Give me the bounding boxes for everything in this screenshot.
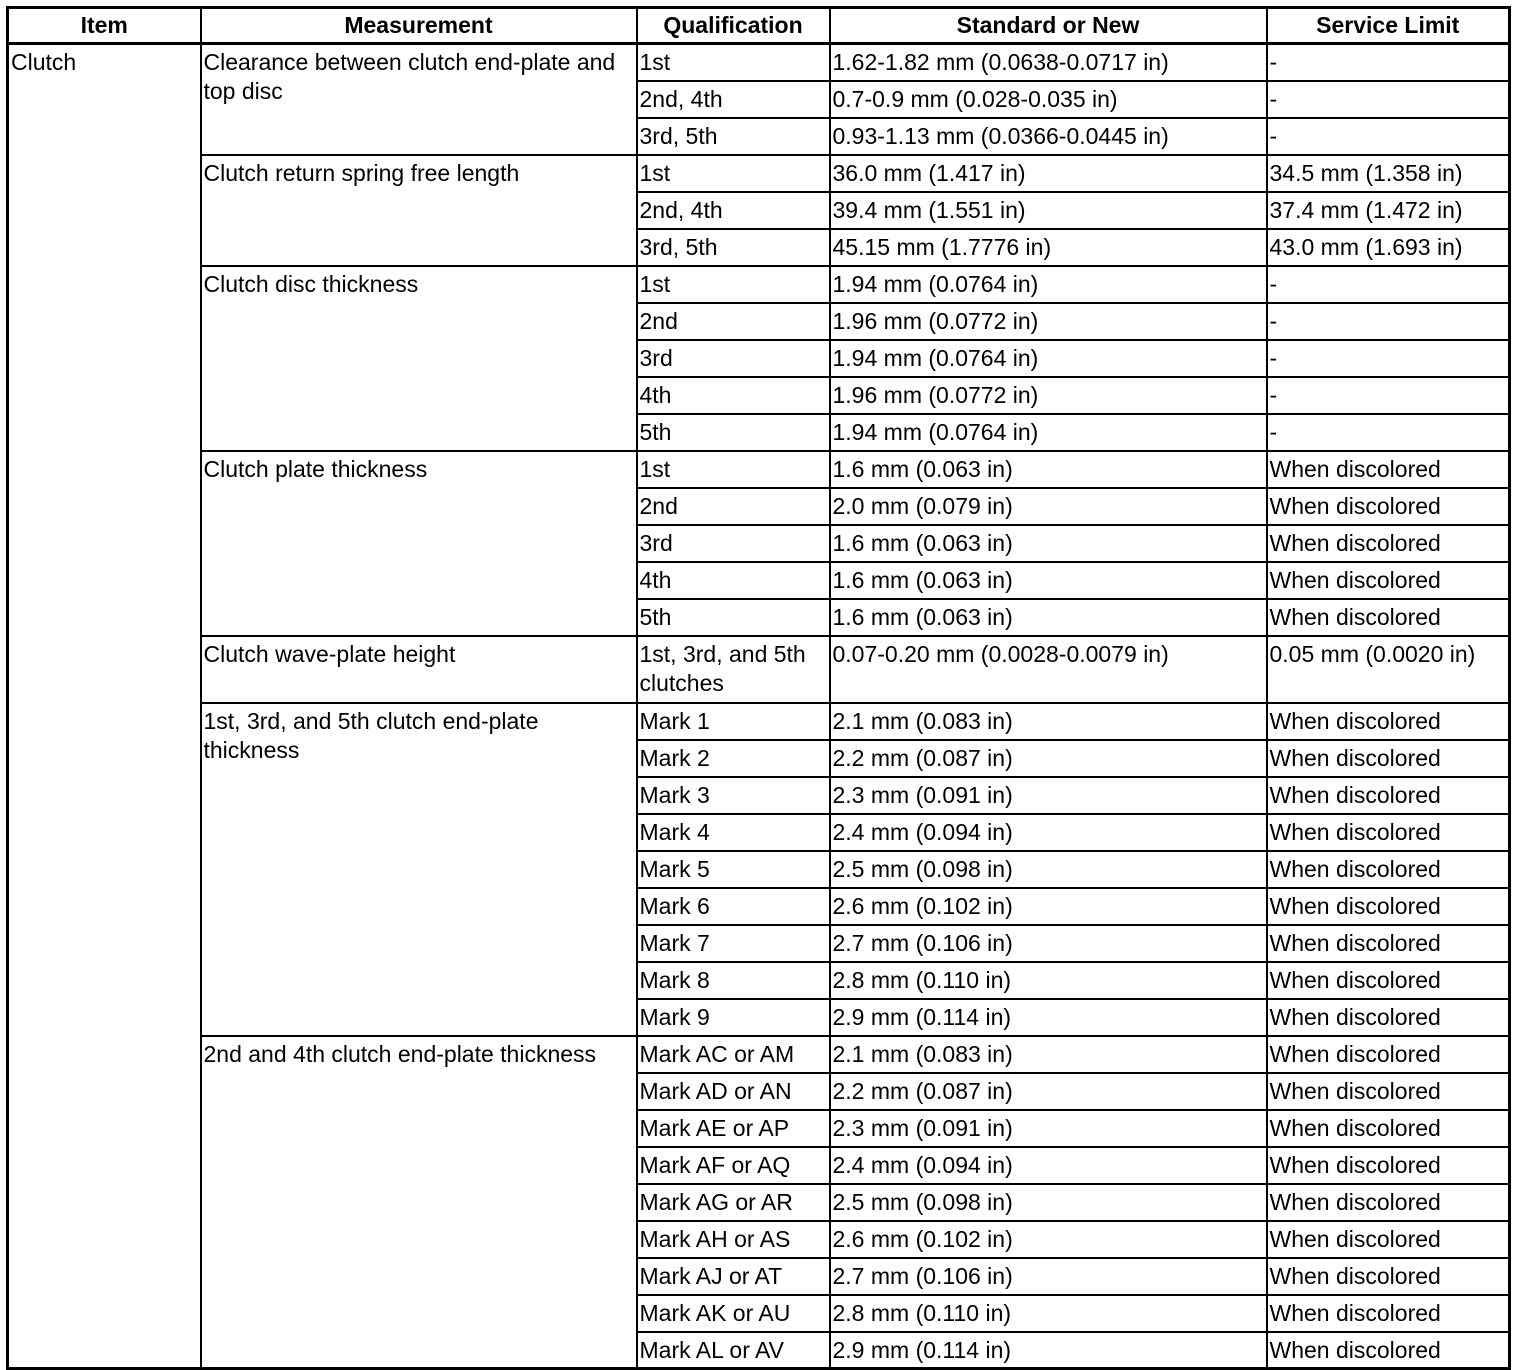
standard-cell: 2.8 mm (0.110 in) bbox=[830, 1295, 1267, 1332]
qualification-cell: 3rd, 5th bbox=[637, 118, 830, 155]
service-limit-cell: When discolored bbox=[1267, 562, 1510, 599]
header-measurement: Measurement bbox=[201, 8, 637, 44]
service-limit-cell: When discolored bbox=[1267, 740, 1510, 777]
service-limit-cell: - bbox=[1267, 377, 1510, 414]
qualification-cell: Mark AK or AU bbox=[637, 1295, 830, 1332]
table-row bbox=[8, 155, 1510, 192]
qualification-cell: Mark 8 bbox=[637, 962, 830, 999]
header-qualification: Qualification bbox=[637, 8, 830, 44]
service-limit-cell: - bbox=[1267, 303, 1510, 340]
qualification-cell: Mark AL or AV bbox=[637, 1332, 830, 1369]
service-limit-cell: - bbox=[1267, 414, 1510, 451]
service-limit-cell: When discolored bbox=[1267, 1073, 1510, 1110]
service-limit-cell: When discolored bbox=[1267, 703, 1510, 740]
service-limit-cell: When discolored bbox=[1267, 451, 1510, 488]
table-row bbox=[8, 1036, 1510, 1073]
qualification-cell: Mark 1 bbox=[637, 703, 830, 740]
measurement-cell: 1st, 3rd, and 5th clutch end-plate thickness bbox=[201, 703, 637, 1036]
qualification-cell: 1st bbox=[637, 44, 830, 81]
standard-cell: 0.7-0.9 mm (0.028-0.035 in) bbox=[830, 81, 1267, 118]
standard-cell: 1.62-1.82 mm (0.0638-0.0717 in) bbox=[830, 44, 1267, 81]
qualification-cell: 2nd bbox=[637, 303, 830, 340]
service-limit-cell: When discolored bbox=[1267, 1036, 1510, 1073]
qualification-cell: Mark 5 bbox=[637, 851, 830, 888]
qualification-cell: 1st, 3rd, and 5th clutches bbox=[637, 636, 830, 703]
qualification-cell: Mark AC or AM bbox=[637, 1036, 830, 1073]
service-limit-cell: When discolored bbox=[1267, 925, 1510, 962]
measurement-cell: 2nd and 4th clutch end-plate thickness bbox=[201, 1036, 637, 1369]
service-limit-cell: When discolored bbox=[1267, 488, 1510, 525]
service-limit-cell: 43.0 mm (1.693 in) bbox=[1267, 229, 1510, 266]
item-cell: Clutch bbox=[8, 44, 201, 1369]
standard-cell: 2.3 mm (0.091 in) bbox=[830, 1110, 1267, 1147]
standard-cell: 2.5 mm (0.098 in) bbox=[830, 851, 1267, 888]
measurement-cell: Clutch disc thickness bbox=[201, 266, 637, 451]
qualification-cell: 2nd bbox=[637, 488, 830, 525]
qualification-cell: Mark 7 bbox=[637, 925, 830, 962]
qualification-cell: Mark AE or AP bbox=[637, 1110, 830, 1147]
service-limit-cell: When discolored bbox=[1267, 999, 1510, 1036]
qualification-cell: 1st bbox=[637, 155, 830, 192]
service-limit-cell: When discolored bbox=[1267, 851, 1510, 888]
standard-cell: 2.5 mm (0.098 in) bbox=[830, 1184, 1267, 1221]
spec-table bbox=[6, 6, 1511, 1370]
table-row bbox=[8, 636, 1510, 703]
standard-cell: 2.0 mm (0.079 in) bbox=[830, 488, 1267, 525]
qualification-cell: 2nd, 4th bbox=[637, 192, 830, 229]
standard-cell: 36.0 mm (1.417 in) bbox=[830, 155, 1267, 192]
standard-cell: 45.15 mm (1.7776 in) bbox=[830, 229, 1267, 266]
header-item: Item bbox=[8, 8, 201, 44]
service-limit-cell: When discolored bbox=[1267, 599, 1510, 636]
service-limit-cell: When discolored bbox=[1267, 777, 1510, 814]
table-row bbox=[8, 703, 1510, 740]
standard-cell: 1.96 mm (0.0772 in) bbox=[830, 303, 1267, 340]
standard-cell: 2.8 mm (0.110 in) bbox=[830, 962, 1267, 999]
standard-cell: 1.94 mm (0.0764 in) bbox=[830, 340, 1267, 377]
qualification-cell: 5th bbox=[637, 414, 830, 451]
measurement-cell: Clutch plate thickness bbox=[201, 451, 637, 636]
qualification-cell: Mark 9 bbox=[637, 999, 830, 1036]
standard-cell: 2.6 mm (0.102 in) bbox=[830, 1221, 1267, 1258]
standard-cell: 2.6 mm (0.102 in) bbox=[830, 888, 1267, 925]
service-limit-cell: When discolored bbox=[1267, 962, 1510, 999]
service-limit-cell: When discolored bbox=[1267, 1184, 1510, 1221]
standard-cell: 1.94 mm (0.0764 in) bbox=[830, 414, 1267, 451]
qualification-cell: Mark AD or AN bbox=[637, 1073, 830, 1110]
standard-cell: 1.6 mm (0.063 in) bbox=[830, 599, 1267, 636]
service-limit-cell: When discolored bbox=[1267, 1110, 1510, 1147]
standard-cell: 0.07-0.20 mm (0.0028-0.0079 in) bbox=[830, 636, 1267, 703]
qualification-cell: Mark AG or AR bbox=[637, 1184, 830, 1221]
table-row bbox=[8, 266, 1510, 303]
service-limit-cell: - bbox=[1267, 266, 1510, 303]
measurement-cell: Clutch wave-plate height bbox=[201, 636, 637, 703]
standard-cell: 2.2 mm (0.087 in) bbox=[830, 1073, 1267, 1110]
service-limit-cell: - bbox=[1267, 340, 1510, 377]
qualification-cell: 1st bbox=[637, 451, 830, 488]
standard-cell: 1.6 mm (0.063 in) bbox=[830, 562, 1267, 599]
header-standard: Standard or New bbox=[830, 8, 1267, 44]
service-limit-cell: When discolored bbox=[1267, 1332, 1510, 1369]
standard-cell: 2.4 mm (0.094 in) bbox=[830, 814, 1267, 851]
standard-cell: 2.3 mm (0.091 in) bbox=[830, 777, 1267, 814]
standard-cell: 2.7 mm (0.106 in) bbox=[830, 925, 1267, 962]
qualification-cell: 3rd, 5th bbox=[637, 229, 830, 266]
service-limit-cell: - bbox=[1267, 81, 1510, 118]
standard-cell: 0.93-1.13 mm (0.0366-0.0445 in) bbox=[830, 118, 1267, 155]
standard-cell: 1.6 mm (0.063 in) bbox=[830, 451, 1267, 488]
qualification-cell: Mark 4 bbox=[637, 814, 830, 851]
spec-body bbox=[8, 44, 1510, 1369]
qualification-cell: Mark AF or AQ bbox=[637, 1147, 830, 1184]
standard-cell: 2.1 mm (0.083 in) bbox=[830, 1036, 1267, 1073]
standard-cell: 2.1 mm (0.083 in) bbox=[830, 703, 1267, 740]
service-limit-cell: When discolored bbox=[1267, 525, 1510, 562]
standard-cell: 2.7 mm (0.106 in) bbox=[830, 1258, 1267, 1295]
service-limit-cell: When discolored bbox=[1267, 888, 1510, 925]
qualification-cell: Mark 6 bbox=[637, 888, 830, 925]
standard-cell: 1.96 mm (0.0772 in) bbox=[830, 377, 1267, 414]
service-limit-cell: 34.5 mm (1.358 in) bbox=[1267, 155, 1510, 192]
qualification-cell: 3rd bbox=[637, 525, 830, 562]
service-limit-cell: - bbox=[1267, 44, 1510, 81]
service-limit-cell: When discolored bbox=[1267, 814, 1510, 851]
service-limit-cell: When discolored bbox=[1267, 1295, 1510, 1332]
service-limit-cell: 37.4 mm (1.472 in) bbox=[1267, 192, 1510, 229]
measurement-cell: Clearance between clutch end-plate and top disc bbox=[201, 44, 637, 155]
qualification-cell: Mark 3 bbox=[637, 777, 830, 814]
qualification-cell: Mark AH or AS bbox=[637, 1221, 830, 1258]
qualification-cell: Mark AJ or AT bbox=[637, 1258, 830, 1295]
header-row bbox=[8, 8, 1510, 44]
standard-cell: 2.9 mm (0.114 in) bbox=[830, 1332, 1267, 1369]
qualification-cell: Mark 2 bbox=[637, 740, 830, 777]
table-row bbox=[8, 451, 1510, 488]
header-service-limit: Service Limit bbox=[1267, 8, 1510, 44]
qualification-cell: 3rd bbox=[637, 340, 830, 377]
qualification-cell: 2nd, 4th bbox=[637, 81, 830, 118]
service-limit-cell: When discolored bbox=[1267, 1258, 1510, 1295]
service-limit-cell: 0.05 mm (0.0020 in) bbox=[1267, 636, 1510, 703]
standard-cell: 2.4 mm (0.094 in) bbox=[830, 1147, 1267, 1184]
service-limit-cell: When discolored bbox=[1267, 1221, 1510, 1258]
table-row bbox=[8, 44, 1510, 81]
standard-cell: 2.2 mm (0.087 in) bbox=[830, 740, 1267, 777]
qualification-cell: 5th bbox=[637, 599, 830, 636]
standard-cell: 1.6 mm (0.063 in) bbox=[830, 525, 1267, 562]
measurement-cell: Clutch return spring free length bbox=[201, 155, 637, 266]
standard-cell: 2.9 mm (0.114 in) bbox=[830, 999, 1267, 1036]
standard-cell: 39.4 mm (1.551 in) bbox=[830, 192, 1267, 229]
qualification-cell: 1st bbox=[637, 266, 830, 303]
service-limit-cell: When discolored bbox=[1267, 1147, 1510, 1184]
standard-cell: 1.94 mm (0.0764 in) bbox=[830, 266, 1267, 303]
qualification-cell: 4th bbox=[637, 562, 830, 599]
service-limit-cell: - bbox=[1267, 118, 1510, 155]
qualification-cell: 4th bbox=[637, 377, 830, 414]
